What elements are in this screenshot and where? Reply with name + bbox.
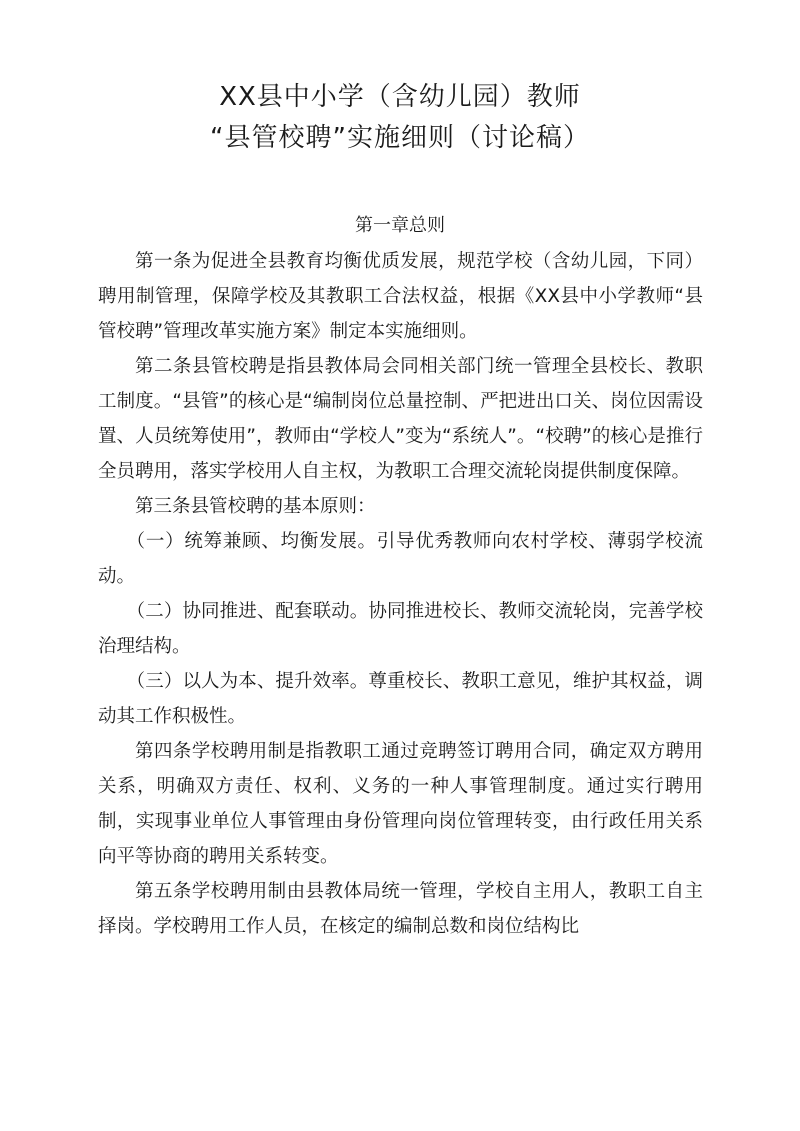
- article-3-paragraph: 第三条县管校聘的基本原则：: [135, 496, 376, 517]
- article-4-paragraph: 第四条学校聘用制是指教职工通过竞聘签订聘用合同，确定双方聘用关系，明确双方责任、权利、义务的一种人事管理制度。通过实行聘用制，实现事业单位人事管理由身份管理向岗位管理转变，由行政任用关系向平等协商的聘用关系转变。: [98, 741, 703, 867]
- article-5-paragraph: 第五条学校聘用制由县教体局统一管理，学校自主用人，教职工自主择岗。学校聘用工作人员，在核定的编制总数和岗位结构比: [98, 881, 703, 937]
- chapter-heading: 第一章总则: [355, 215, 445, 236]
- principle-3-paragraph: （三）以人为本、提升效率。尊重校长、教职工意见，维护其权益，调动其工作积极性。: [98, 671, 703, 727]
- title-line-1: XX县中小学（含幼儿园）教师: [219, 82, 581, 112]
- title-line-2: “县管校聘”实施细则（讨论稿）: [210, 123, 590, 153]
- principle-2-paragraph: （二）协同推进、配套联动。协同推进校长、教师交流轮岗，完善学校治理结构。: [98, 601, 703, 657]
- article-2-paragraph: 第二条县管校聘是指县教体局会同相关部门统一管理全县校长、教职工制度。“县管”的核心是“编制岗位总量控制、严把进出口关、岗位因需设置、人员统筹使用”，教师由“学校人”变为“系统人”。“校聘”的核心是推行全员聘用，落实学校用人自主权，为教职工合理交流轮岗提供制度保障。: [98, 356, 703, 482]
- principle-1-paragraph: （一）统筹兼顾、均衡发展。引导优秀教师向农村学校、薄弱学校流动。: [98, 531, 703, 587]
- article-1-paragraph: 第一条为促进全县教育均衡优质发展，规范学校（含幼儿园，下同）聘用制管理，保障学校及其教职工合法权益，根据《XX县中小学教师“县管校聘”管理改革实施方案》制定本实施细则。: [98, 251, 703, 342]
- article-body: [98, 244, 703, 944]
